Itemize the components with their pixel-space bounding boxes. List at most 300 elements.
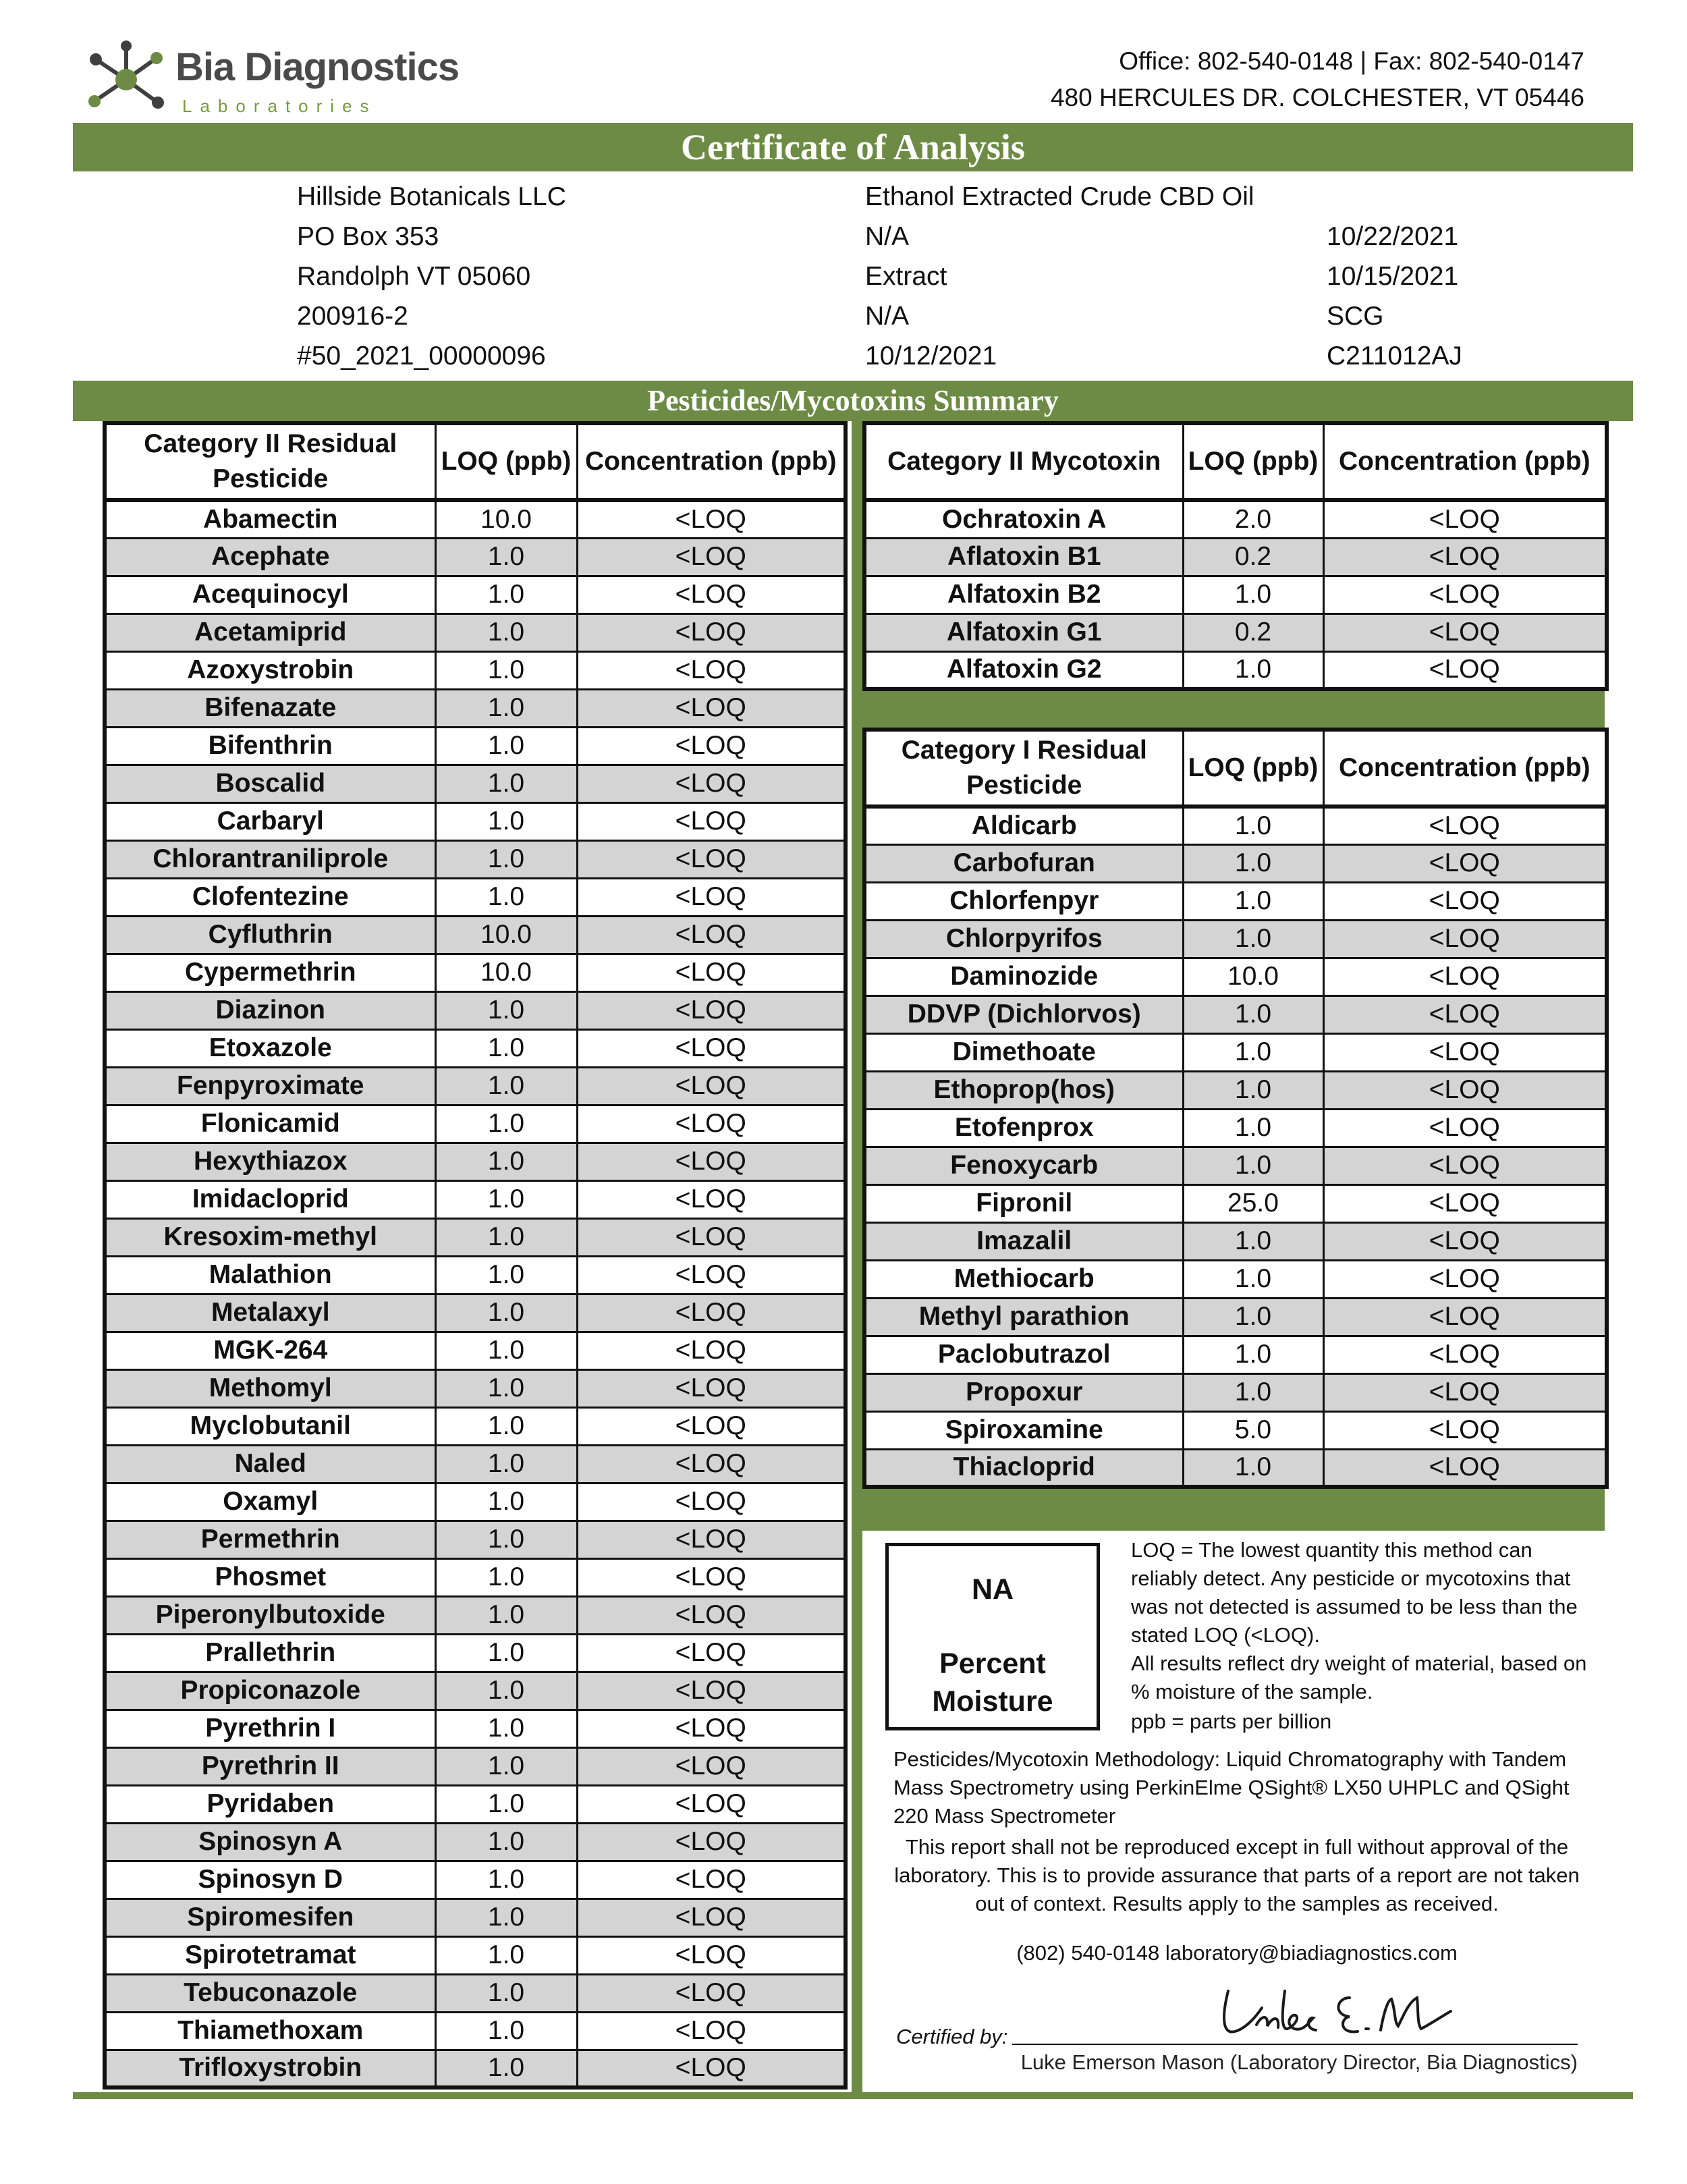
column-header-loq: LOQ (ppb) [1183,730,1323,807]
table-row [105,1521,846,1558]
concentration-cell: <LOQ [1323,995,1607,1033]
analyte-name-cell: Fenoxycarb [864,1147,1183,1184]
concentration-cell: <LOQ [1323,1033,1607,1071]
analyte-name-cell: Daminozide [864,958,1183,995]
loq-cell: 2.0 [1183,500,1323,538]
table-row [105,840,846,878]
table-row [864,613,1607,651]
concentration-cell: <LOQ [1323,882,1607,920]
loq-cell: 1.0 [435,840,577,878]
concentration-cell: <LOQ [1323,1184,1607,1222]
table-row [105,1294,846,1332]
loq-cell: 1.0 [435,765,577,802]
category-1-pesticide-table [862,728,1609,1489]
analyte-name-cell: Prallethrin [105,1634,435,1672]
concentration-cell: <LOQ [577,1861,846,1899]
concentration-cell: <LOQ [1323,1336,1607,1373]
column-header-concentration: Concentration (ppb) [1323,423,1607,500]
table-row [105,1483,846,1521]
analyte-name-cell: Tebuconazole [105,1974,435,2012]
concentration-cell: <LOQ [577,1294,846,1332]
table-row [105,916,846,954]
loq-cell: 1.0 [435,2012,577,2050]
concentration-cell: <LOQ [1323,1260,1607,1298]
analyte-name-cell: Carbaryl [105,802,435,840]
analyte-name-cell: Ochratoxin A [864,500,1183,538]
loq-cell: 1.0 [435,1218,577,1256]
category-2-mycotoxin-table [862,421,1609,691]
analyte-name-cell: Thiamethoxam [105,2012,435,2050]
table-row [864,1298,1607,1336]
concentration-cell: <LOQ [577,727,846,765]
loq-cell: 1.0 [435,1407,577,1445]
table-row [105,1067,846,1105]
loq-cell: 1.0 [435,2050,577,2087]
company-value: Hillside Botanicals LLC [297,182,566,211]
analyte-name-cell: Clofentezine [105,878,435,916]
loq-cell: 1.0 [435,1558,577,1596]
sample-id-value: Ethanol Extracted Crude CBD Oil [865,182,1254,211]
loq-cell: 1.0 [1183,576,1323,613]
table-row [864,1411,1607,1449]
concentration-cell: <LOQ [577,954,846,991]
moisture-box [885,1543,1100,1730]
concentration-cell: <LOQ [1323,1373,1607,1411]
table-row [105,1143,846,1180]
loq-cell: 1.0 [1183,651,1323,689]
concentration-cell: <LOQ [577,1218,846,1256]
analyte-name-cell: Ethoprop(hos) [864,1071,1183,1109]
concentration-cell: <LOQ [577,2012,846,2050]
bottom-rule [73,2092,1633,2099]
table-row [864,1109,1607,1147]
table-row [105,2050,846,2087]
loq-cell: 1.0 [1183,1147,1323,1184]
lot-value: N/A [865,222,910,251]
loq-cell: 5.0 [1183,1411,1323,1449]
analyte-name-cell: Alfatoxin G1 [864,613,1183,651]
lab-contact-footer: (802) 540-0148 laboratory@biadiagnostics.com [1016,1941,1458,1965]
loq-cell: 1.0 [435,1143,577,1180]
table-row [105,1218,846,1256]
loq-cell: 1.0 [435,1105,577,1143]
table-row [105,1634,846,1672]
table-row [105,651,846,689]
loq-cell: 1.0 [1183,1449,1323,1487]
analyte-name-cell: Metalaxyl [105,1294,435,1332]
loq-cell: 1.0 [1183,920,1323,958]
analyte-name-cell: Phosmet [105,1558,435,1596]
concentration-cell: <LOQ [1323,1071,1607,1109]
loq-cell: 1.0 [435,1747,577,1785]
analyte-name-cell: Myclobutanil [105,1407,435,1445]
loq-cell: 1.0 [1183,1033,1323,1071]
loq-cell: 1.0 [435,689,577,727]
date-received-value: 10/12/2021 [865,342,997,371]
loq-cell: 1.0 [435,727,577,765]
analyte-name-cell: Permethrin [105,1521,435,1558]
table-row [105,1823,846,1861]
concentration-cell: <LOQ [577,1747,846,1785]
table-row [105,1899,846,1936]
matrix-value: Extract [865,262,947,291]
methodology-note: Pesticides/Mycotoxin Methodology: Liquid Chromatography with Tandem Mass Spectrometry using PerkinElme QSight® LX50 UHPLC and QSight 220 Mass Spectrometer [893,1747,1570,1828]
concentration-cell: <LOQ [577,840,846,878]
table-row [105,954,846,991]
concentration-cell: <LOQ [577,1105,846,1143]
logo-name: Bia Diagnostics [175,45,460,89]
concentration-cell: <LOQ [1323,844,1607,882]
analyte-name-cell: Spiromesifen [105,1899,435,1936]
moisture-label-line-1: Percent [939,1647,1046,1680]
loq-cell: 1.0 [435,1899,577,1936]
signature-image [1215,1977,1458,2048]
analyte-name-cell: Trifloxystrobin [105,2050,435,2087]
company-address-2: Randolph VT 05060 [297,262,531,291]
ppb-note: ppb = parts per billion [1131,1710,1332,1733]
concentration-cell: <LOQ [577,1445,846,1483]
analyte-name-cell: Abamectin [105,500,435,538]
grower-license-value: #50_2021_00000096 [297,342,546,371]
column-header-analyte: Category II Mycotoxin [864,423,1183,500]
certified-by-label: Certified by: [896,2025,1008,2048]
loq-cell: 1.0 [1183,844,1323,882]
concentration-cell: <LOQ [1323,538,1607,576]
loq-cell: 1.0 [435,1936,577,1974]
loq-cell: 1.0 [435,1634,577,1672]
analyte-name-cell: Naled [105,1445,435,1483]
loq-cell: 1.0 [1183,1298,1323,1336]
concentration-cell: <LOQ [577,1143,846,1180]
concentration-cell: <LOQ [1323,1147,1607,1184]
concentration-cell: <LOQ [577,1936,846,1974]
loq-cell: 1.0 [435,1180,577,1218]
moisture-value: NA [971,1573,1014,1606]
analyte-name-cell: Pyrethrin II [105,1747,435,1785]
concentration-cell: <LOQ [1323,1298,1607,1336]
table-row [864,576,1607,613]
analyte-name-cell: Fenpyroximate [105,1067,435,1105]
loq-cell: 1.0 [1183,1260,1323,1298]
loq-cell: 1.0 [435,1785,577,1823]
moisture-label-line-2: Moisture [932,1685,1053,1718]
concentration-cell: <LOQ [577,1672,846,1710]
concentration-cell: <LOQ [1323,958,1607,995]
analyte-name-cell: Malathion [105,1256,435,1294]
loq-cell: 10.0 [435,500,577,538]
concentration-cell: <LOQ [577,1823,846,1861]
loq-cell: 1.0 [435,1861,577,1899]
office-address: 480 HERCULES DR. COLCHESTER, VT 05446 [1050,84,1584,111]
lab-contact-header [1051,43,1584,116]
table-row [864,1449,1607,1487]
table-row [864,995,1607,1033]
concentration-cell: <LOQ [577,1899,846,1936]
column-header-analyte: Category II Residual Pesticide [105,423,435,500]
table-row [864,500,1607,538]
loq-cell: 1.0 [435,991,577,1029]
loq-cell: 0.2 [1183,613,1323,651]
loq-cell: 1.0 [435,802,577,840]
loq-cell: 10.0 [435,954,577,991]
table-row [105,1710,846,1747]
table-row [105,1672,846,1710]
analyte-name-cell: Flonicamid [105,1105,435,1143]
analyte-name-cell: Alfatoxin G2 [864,651,1183,689]
table-row [105,1747,846,1785]
analyte-name-cell: Propoxur [864,1373,1183,1411]
table-row [105,1105,846,1143]
customer-id-value: 200916-2 [297,302,408,331]
concentration-cell: <LOQ [577,689,846,727]
loq-cell: 1.0 [435,1521,577,1558]
table-row [105,576,846,613]
analyte-name-cell: Etofenprox [864,1109,1183,1147]
concentration-cell: <LOQ [577,765,846,802]
analyte-name-cell: DDVP (Dichlorvos) [864,995,1183,1033]
category-2-pesticide-table [103,421,848,2090]
table-row [105,802,846,840]
analyte-name-cell: Spinosyn D [105,1861,435,1899]
table-row [105,1974,846,2012]
analyte-name-cell: Cypermethrin [105,954,435,991]
concentration-cell: <LOQ [577,500,846,538]
table-row [864,1071,1607,1109]
table-row [105,500,846,538]
concentration-cell: <LOQ [577,916,846,954]
concentration-cell: <LOQ [577,802,846,840]
loq-cell: 1.0 [1183,1373,1323,1411]
analyte-name-cell: MGK-264 [105,1332,435,1369]
concentration-cell: <LOQ [577,613,846,651]
date-sampled-value: N/A [865,302,910,331]
concentration-cell: <LOQ [1323,500,1607,538]
table-row [864,920,1607,958]
analyte-name-cell: Spinosyn A [105,1823,435,1861]
table-row [105,1785,846,1823]
loq-cell: 1.0 [435,538,577,576]
loq-cell: 1.0 [435,1332,577,1369]
table-row [105,1558,846,1596]
loq-cell: 1.0 [435,1445,577,1483]
table-row [105,613,846,651]
loq-notes [1131,1536,1603,1736]
table-row [105,689,846,727]
table-row [864,1033,1607,1071]
table-row [864,651,1607,689]
loq-cell: 1.0 [435,651,577,689]
concentration-cell: <LOQ [577,1558,846,1596]
loq-cell: 10.0 [435,916,577,954]
concentration-cell: <LOQ [1323,613,1607,651]
concentration-cell: <LOQ [577,1521,846,1558]
analyte-name-cell: Methyl parathion [864,1298,1183,1336]
loq-cell: 25.0 [1183,1184,1323,1222]
table-row [105,1180,846,1218]
table-row [105,765,846,802]
table-row [105,1936,846,1974]
analyte-name-cell: Etoxazole [105,1029,435,1067]
loq-cell: 1.0 [435,1369,577,1407]
column-header-loq: LOQ (ppb) [435,423,577,500]
analyte-name-cell: Fipronil [864,1184,1183,1222]
concentration-cell: <LOQ [577,1407,846,1445]
table-row [864,1336,1607,1373]
concentration-cell: <LOQ [577,2050,846,2087]
concentration-cell: <LOQ [1323,576,1607,613]
table-row [105,1596,846,1634]
analyte-name-cell: Azoxystrobin [105,651,435,689]
loq-cell: 1.0 [435,1067,577,1105]
signature-line [1012,2044,1578,2045]
concentration-cell: <LOQ [577,1710,846,1747]
table-row [864,882,1607,920]
concentration-cell: <LOQ [1323,651,1607,689]
loq-cell: 1.0 [435,1596,577,1634]
table-row [864,1260,1607,1298]
molecule-icon [82,39,170,120]
analyte-name-cell: Spirotetramat [105,1936,435,1974]
analyst-value: SCG [1327,302,1384,331]
table-row [105,727,846,765]
column-header-concentration: Concentration (ppb) [1323,730,1607,807]
table-row [864,1373,1607,1411]
analyte-name-cell: Diazinon [105,991,435,1029]
table-row [105,878,846,916]
analyte-name-cell: Boscalid [105,765,435,802]
table-row [105,538,846,576]
analyte-name-cell: Spiroxamine [864,1411,1183,1449]
analyte-name-cell: Chlorpyrifos [864,920,1183,958]
concentration-cell: <LOQ [1323,920,1607,958]
table-row [105,991,846,1029]
lab-logo [73,34,460,121]
table-row [864,844,1607,882]
analyte-name-cell: Aflatoxin B1 [864,538,1183,576]
loq-definition: LOQ = The lowest quantity this method can reliably detect. Any pesticide or mycotoxins that was not detected is assumed to be less than the stated LOQ (<LOQ). [1131,1538,1578,1647]
concentration-cell: <LOQ [577,1029,846,1067]
concentration-cell: <LOQ [1323,1109,1607,1147]
table-row [105,1861,846,1899]
analyte-name-cell: Methiocarb [864,1260,1183,1298]
loq-cell: 1.0 [435,1256,577,1294]
office-phone-fax: Office: 802-540-0148 | Fax: 802-540-0147 [1119,47,1584,75]
concentration-cell: <LOQ [577,1596,846,1634]
table-row [105,1256,846,1294]
loq-cell: 1.0 [435,613,577,651]
table-row [105,1332,846,1369]
loq-cell: 1.0 [435,1483,577,1521]
table-row [105,1407,846,1445]
loq-cell: 1.0 [1183,1222,1323,1260]
moisture-label [889,1645,1097,1720]
concentration-cell: <LOQ [577,576,846,613]
loq-cell: 1.0 [435,1029,577,1067]
concentration-cell: <LOQ [577,1180,846,1218]
company-address-1: PO Box 353 [297,222,439,251]
concentration-cell: <LOQ [577,651,846,689]
section-title: Pesticides/Mycotoxins Summary [73,381,1633,421]
loq-cell: 1.0 [1183,1109,1323,1147]
table-row [105,2012,846,2050]
concentration-cell: <LOQ [1323,1411,1607,1449]
concentration-cell: <LOQ [1323,1449,1607,1487]
analyte-name-cell: Pyrethrin I [105,1710,435,1747]
analyte-name-cell: Bifenazate [105,689,435,727]
loq-cell: 1.0 [1183,882,1323,920]
analyte-name-cell: Imazalil [864,1222,1183,1260]
logo-subtitle: Laboratories [182,96,377,116]
analyte-name-cell: Acequinocyl [105,576,435,613]
table-row [864,958,1607,995]
analyte-name-cell: Chlorantraniliprole [105,840,435,878]
concentration-cell: <LOQ [577,1067,846,1105]
loq-cell: 1.0 [1183,1336,1323,1373]
concentration-cell: <LOQ [577,1483,846,1521]
loq-cell: 1.0 [1183,807,1323,844]
table-row [105,1369,846,1407]
analyte-name-cell: Bifenthrin [105,727,435,765]
column-header-concentration: Concentration (ppb) [577,423,846,500]
disclaimer-note: This report shall not be reproduced except in full without approval of the laboratory. This is to provide assurance that parts of a report are not taken out of context. Results apply to the samples as received. [894,1835,1580,1915]
concentration-cell: <LOQ [577,1332,846,1369]
analyte-name-cell: Kresoxim-methyl [105,1218,435,1256]
table-row [105,1445,846,1483]
analyte-name-cell: Piperonylbutoxide [105,1596,435,1634]
analyte-name-cell: Acephate [105,538,435,576]
loq-cell: 1.0 [435,1294,577,1332]
signer-name: Luke Emerson Mason (Laboratory Director, Bia Diagnostics) [1020,2050,1578,2074]
table-row [864,807,1607,844]
report-id-value: C211012AJ [1327,342,1462,371]
analyte-name-cell: Imidacloprid [105,1180,435,1218]
analyte-name-cell: Aldicarb [864,807,1183,844]
table-row [864,1184,1607,1222]
loq-cell: 1.0 [1183,995,1323,1033]
analyte-name-cell: Dimethoate [864,1033,1183,1071]
analyte-name-cell: Thiacloprid [864,1449,1183,1487]
column-header-loq: LOQ (ppb) [1183,423,1323,500]
loq-cell: 1.0 [435,1974,577,2012]
loq-cell: 1.0 [435,1672,577,1710]
analyte-name-cell: Carbofuran [864,844,1183,882]
column-header-analyte: Category I Residual Pesticide [864,730,1183,807]
analyte-name-cell: Pyridaben [105,1785,435,1823]
concentration-cell: <LOQ [577,1785,846,1823]
analyte-name-cell: Cyfluthrin [105,916,435,954]
dry-weight-note: All results reflect dry weight of material, based on % moisture of the sample. [1131,1651,1587,1703]
table-row [864,1222,1607,1260]
table-row [864,538,1607,576]
loq-cell: 0.2 [1183,538,1323,576]
loq-cell: 1.0 [1183,1071,1323,1109]
analyte-name-cell: Hexythiazox [105,1143,435,1180]
concentration-cell: <LOQ [577,1369,846,1407]
loq-cell: 1.0 [435,1823,577,1861]
analyte-name-cell: Propiconazole [105,1672,435,1710]
loq-cell: 10.0 [1183,958,1323,995]
report-date-value: 10/22/2021 [1327,222,1459,251]
analyte-name-cell: Alfatoxin B2 [864,576,1183,613]
concentration-cell: <LOQ [577,1974,846,2012]
concentration-cell: <LOQ [577,538,846,576]
analyte-name-cell: Oxamyl [105,1483,435,1521]
table-row [864,1147,1607,1184]
date-analyzed-value: 10/15/2021 [1327,262,1459,291]
concentration-cell: <LOQ [1323,1222,1607,1260]
loq-cell: 1.0 [435,1710,577,1747]
concentration-cell: <LOQ [577,1634,846,1672]
